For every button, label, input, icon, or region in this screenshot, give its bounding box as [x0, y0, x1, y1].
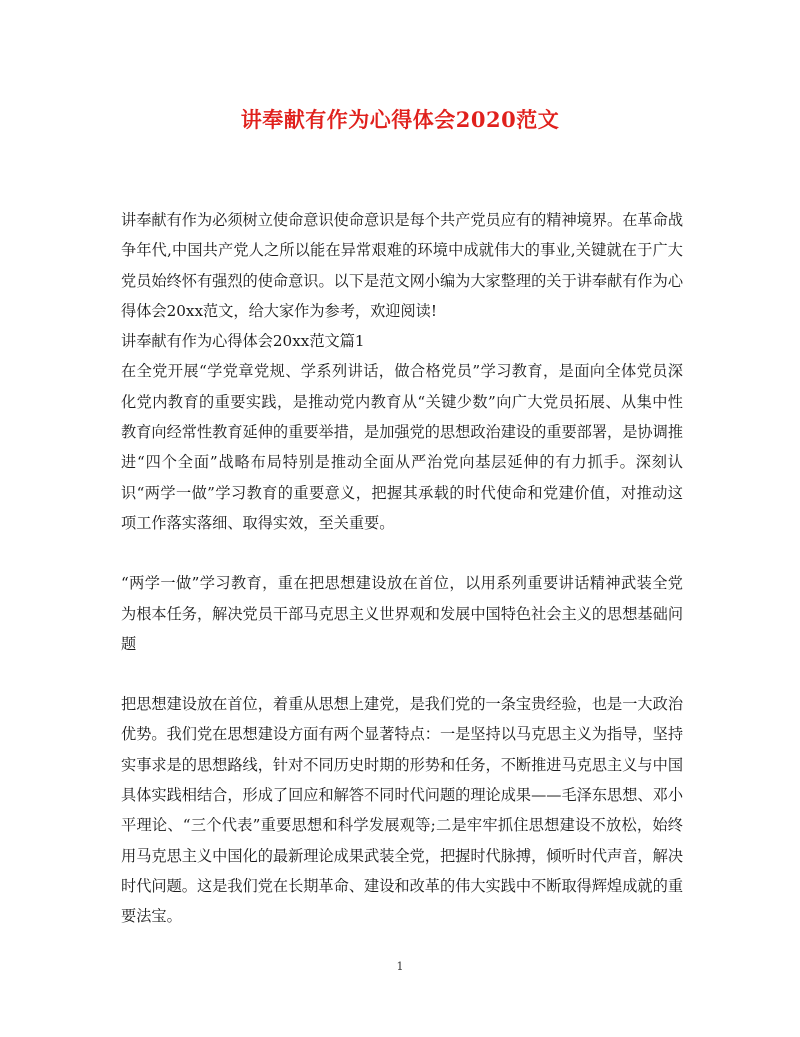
body-paragraph: “两学一做”学习教育，重在把思想建设放在首位，以用系列重要讲话精神武装全党为根本任务，解决党员干部马克思主义世界观和发展中国特色社会主义的思想基础问题 — [121, 574, 683, 653]
document-body — [121, 205, 683, 932]
intro-paragraph: 讲奉献有作为必须树立使命意识使命意识是每个共产党员应有的精神境界。在革命战争年代,中国共产党人之所以能在异常艰难的环境中成就伟大的事业,关键就在于广大党员始终怀有强烈的使命意识。以下是范文网小编为大家整理的关于讲奉献有作为心得体会20xx范文，给大家作为参考，欢迎阅读! — [121, 211, 683, 320]
paragraph-gap — [121, 659, 683, 689]
document-title: 讲奉献有作为心得体会2020范文 — [240, 107, 560, 132]
body-paragraph: 在全党开展“学党章党规、学系列讲话，做合格党员”学习教育，是面向全体党员深化党内教育的重要实践，是推动党内教育从“关键少数”向广大党员拓展、从集中性教育向经常性教育延伸的重要举措，是加强党的思想政治建设的重要部署，是协调推进“四个全面”战略布局特别是推动全面从严治党向基层延伸的有力抓手。深刻认识“两学一做”学习教育的重要意义，把握其承载的时代使命和党建价值，对推动这项工作落实落细、取得实效，至关重要。 — [121, 362, 683, 532]
body-paragraph: 把思想建设放在首位，着重从思想上建党，是我们党的一条宝贵经验，也是一大政治优势。我们党在思想建设方面有两个显著特点：一是坚持以马克思主义为指导，坚持实事求是的思想路线，针对不同历史时期的形势和任务，不断推进马克思主义与中国具体实践相结合，形成了回应和解答不同时代问题的理论成果——毛泽东思想、邓小平理论、“三个代表”重要思想和科学发展观等;二是牢牢抓住思想建设不放松，始终用马克思主义中国化的最新理论成果武装全党，把握时代脉搏，倾听时代声音，解决时代问题。这是我们党在长期革命、建设和改革的伟大实践中不断取得辉煌成就的重要法宝。 — [121, 695, 683, 926]
page-number: 1 — [396, 960, 404, 973]
paragraph-gap — [121, 538, 683, 568]
section-heading: 讲奉献有作为心得体会20xx范文篇1 — [121, 332, 365, 351]
